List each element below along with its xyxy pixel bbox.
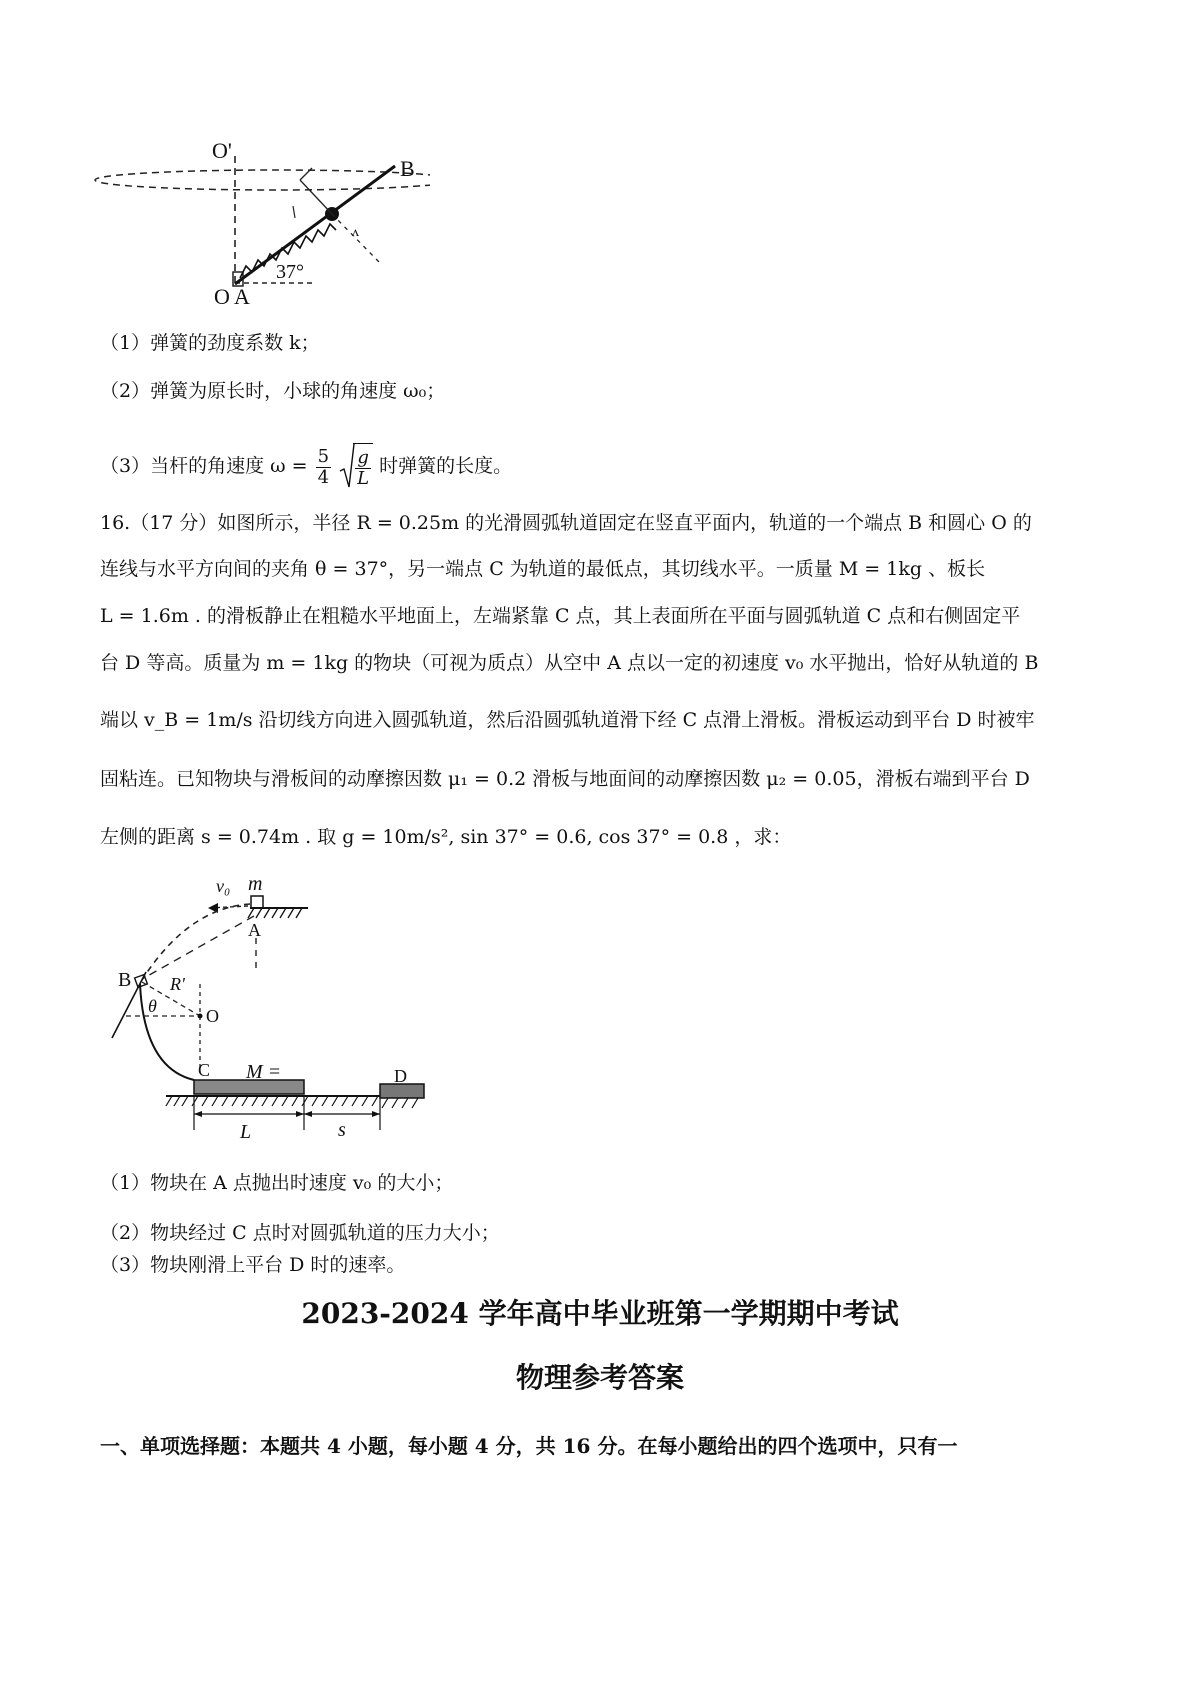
label-o: O xyxy=(214,284,230,309)
answer-subtitle: 物理参考答案 xyxy=(515,1361,684,1394)
q16-line3: L = 1.6m . 的滑板静止在粗糙水平地面上，左端紧靠 C 点，其上表面所在平面与圆弧轨道 C 点和右侧固定平 xyxy=(100,605,1021,627)
label-o-prime: O' xyxy=(212,138,232,163)
label-tick: ʌ xyxy=(352,225,359,240)
label-b: B xyxy=(400,156,415,181)
label-theta: θ xyxy=(148,996,157,1016)
sqrt-g-over-l xyxy=(339,443,373,492)
label-distance-s: s xyxy=(338,1119,346,1141)
q15-sub3 xyxy=(100,442,512,492)
q16-line4: 台 D 等高。质量为 m = 1kg 的物块（可视为质点）从空中 A 点以一定的初速度 v₀ 水平抛出，恰好从轨道的 B xyxy=(100,652,1039,674)
q16-sub1: （1）物块在 A 点抛出时速度 v₀ 的大小； xyxy=(100,1172,454,1194)
sqrt-den: L xyxy=(357,468,370,489)
q16-line5: 端以 v_B = 1m/s 沿切线方向进入圆弧轨道，然后沿圆弧轨道滑下经 C 点滑上滑板。滑板运动到平台 D 时被牢 xyxy=(100,709,1035,731)
label-board-m: M = xyxy=(246,1061,282,1083)
figure-rotating-rod xyxy=(90,138,430,318)
q15-sub2: （2）弹簧为原长时，小球的角速度 ω₀； xyxy=(100,380,446,402)
label-a: A xyxy=(234,284,250,309)
label-d: D xyxy=(394,1066,407,1086)
section-single-choice: 一、单项选择题：本题共 4 小题，每小题 4 分，共 16 分。在每小题给出的四个选项中，只有一 xyxy=(100,1434,958,1458)
q16-line6: 固粘连。已知物块与滑板间的动摩擦因数 μ₁ = 0.2 滑板与地面间的动摩擦因数 μ₂ = 0.05，滑板右端到平台 D xyxy=(100,768,1030,790)
label-b: B xyxy=(118,969,132,991)
sqrt-num: g xyxy=(355,448,371,469)
label-angle: 37° xyxy=(276,261,304,283)
q16-line7: 左侧的距离 s = 0.74m . 取 g = 10m/s², sin 37° = 0.6, cos 37° = 0.8 ，求： xyxy=(100,826,792,848)
label-r: R' xyxy=(170,974,185,994)
label-length-l: L xyxy=(240,1121,252,1143)
frac-den: 4 xyxy=(317,466,330,488)
label-m: m xyxy=(248,873,263,895)
label-v0: v₀ xyxy=(216,876,231,896)
label-c: C xyxy=(198,1060,211,1080)
q16-sub3: （3）物块刚滑上平台 D 时的速率。 xyxy=(100,1254,406,1276)
q16-line2: 连线与水平方向间的夹角 θ = 37°，另一端点 C 为轨道的最低点，其切线水平。一质量 M = 1kg 、板长 xyxy=(100,558,986,580)
answer-title: 2023-2024 学年高中毕业班第一学期期中考试 xyxy=(301,1297,899,1330)
fraction-5-4 xyxy=(316,447,331,488)
label-a: A xyxy=(248,920,261,940)
q16-line1: 16.（17 分）如图所示，半径 R = 0.25m 的光滑圆弧轨道固定在竖直平面内，轨道的一个端点 B 和圆心 O 的 xyxy=(100,512,1032,534)
q15-sub3-post: 时弹簧的长度。 xyxy=(379,455,513,477)
q15-sub1: （1）弹簧的劲度系数 k； xyxy=(100,332,320,354)
radical-sign-icon xyxy=(339,443,355,489)
frac-num: 5 xyxy=(317,445,330,467)
q16-sub2: （2）物块经过 C 点时对圆弧轨道的压力大小； xyxy=(100,1222,500,1244)
label-o: O xyxy=(206,1006,219,1026)
q15-sub3-pre: （3）当杆的角速度 ω = xyxy=(100,455,308,477)
figure-arc-track xyxy=(98,868,458,1148)
